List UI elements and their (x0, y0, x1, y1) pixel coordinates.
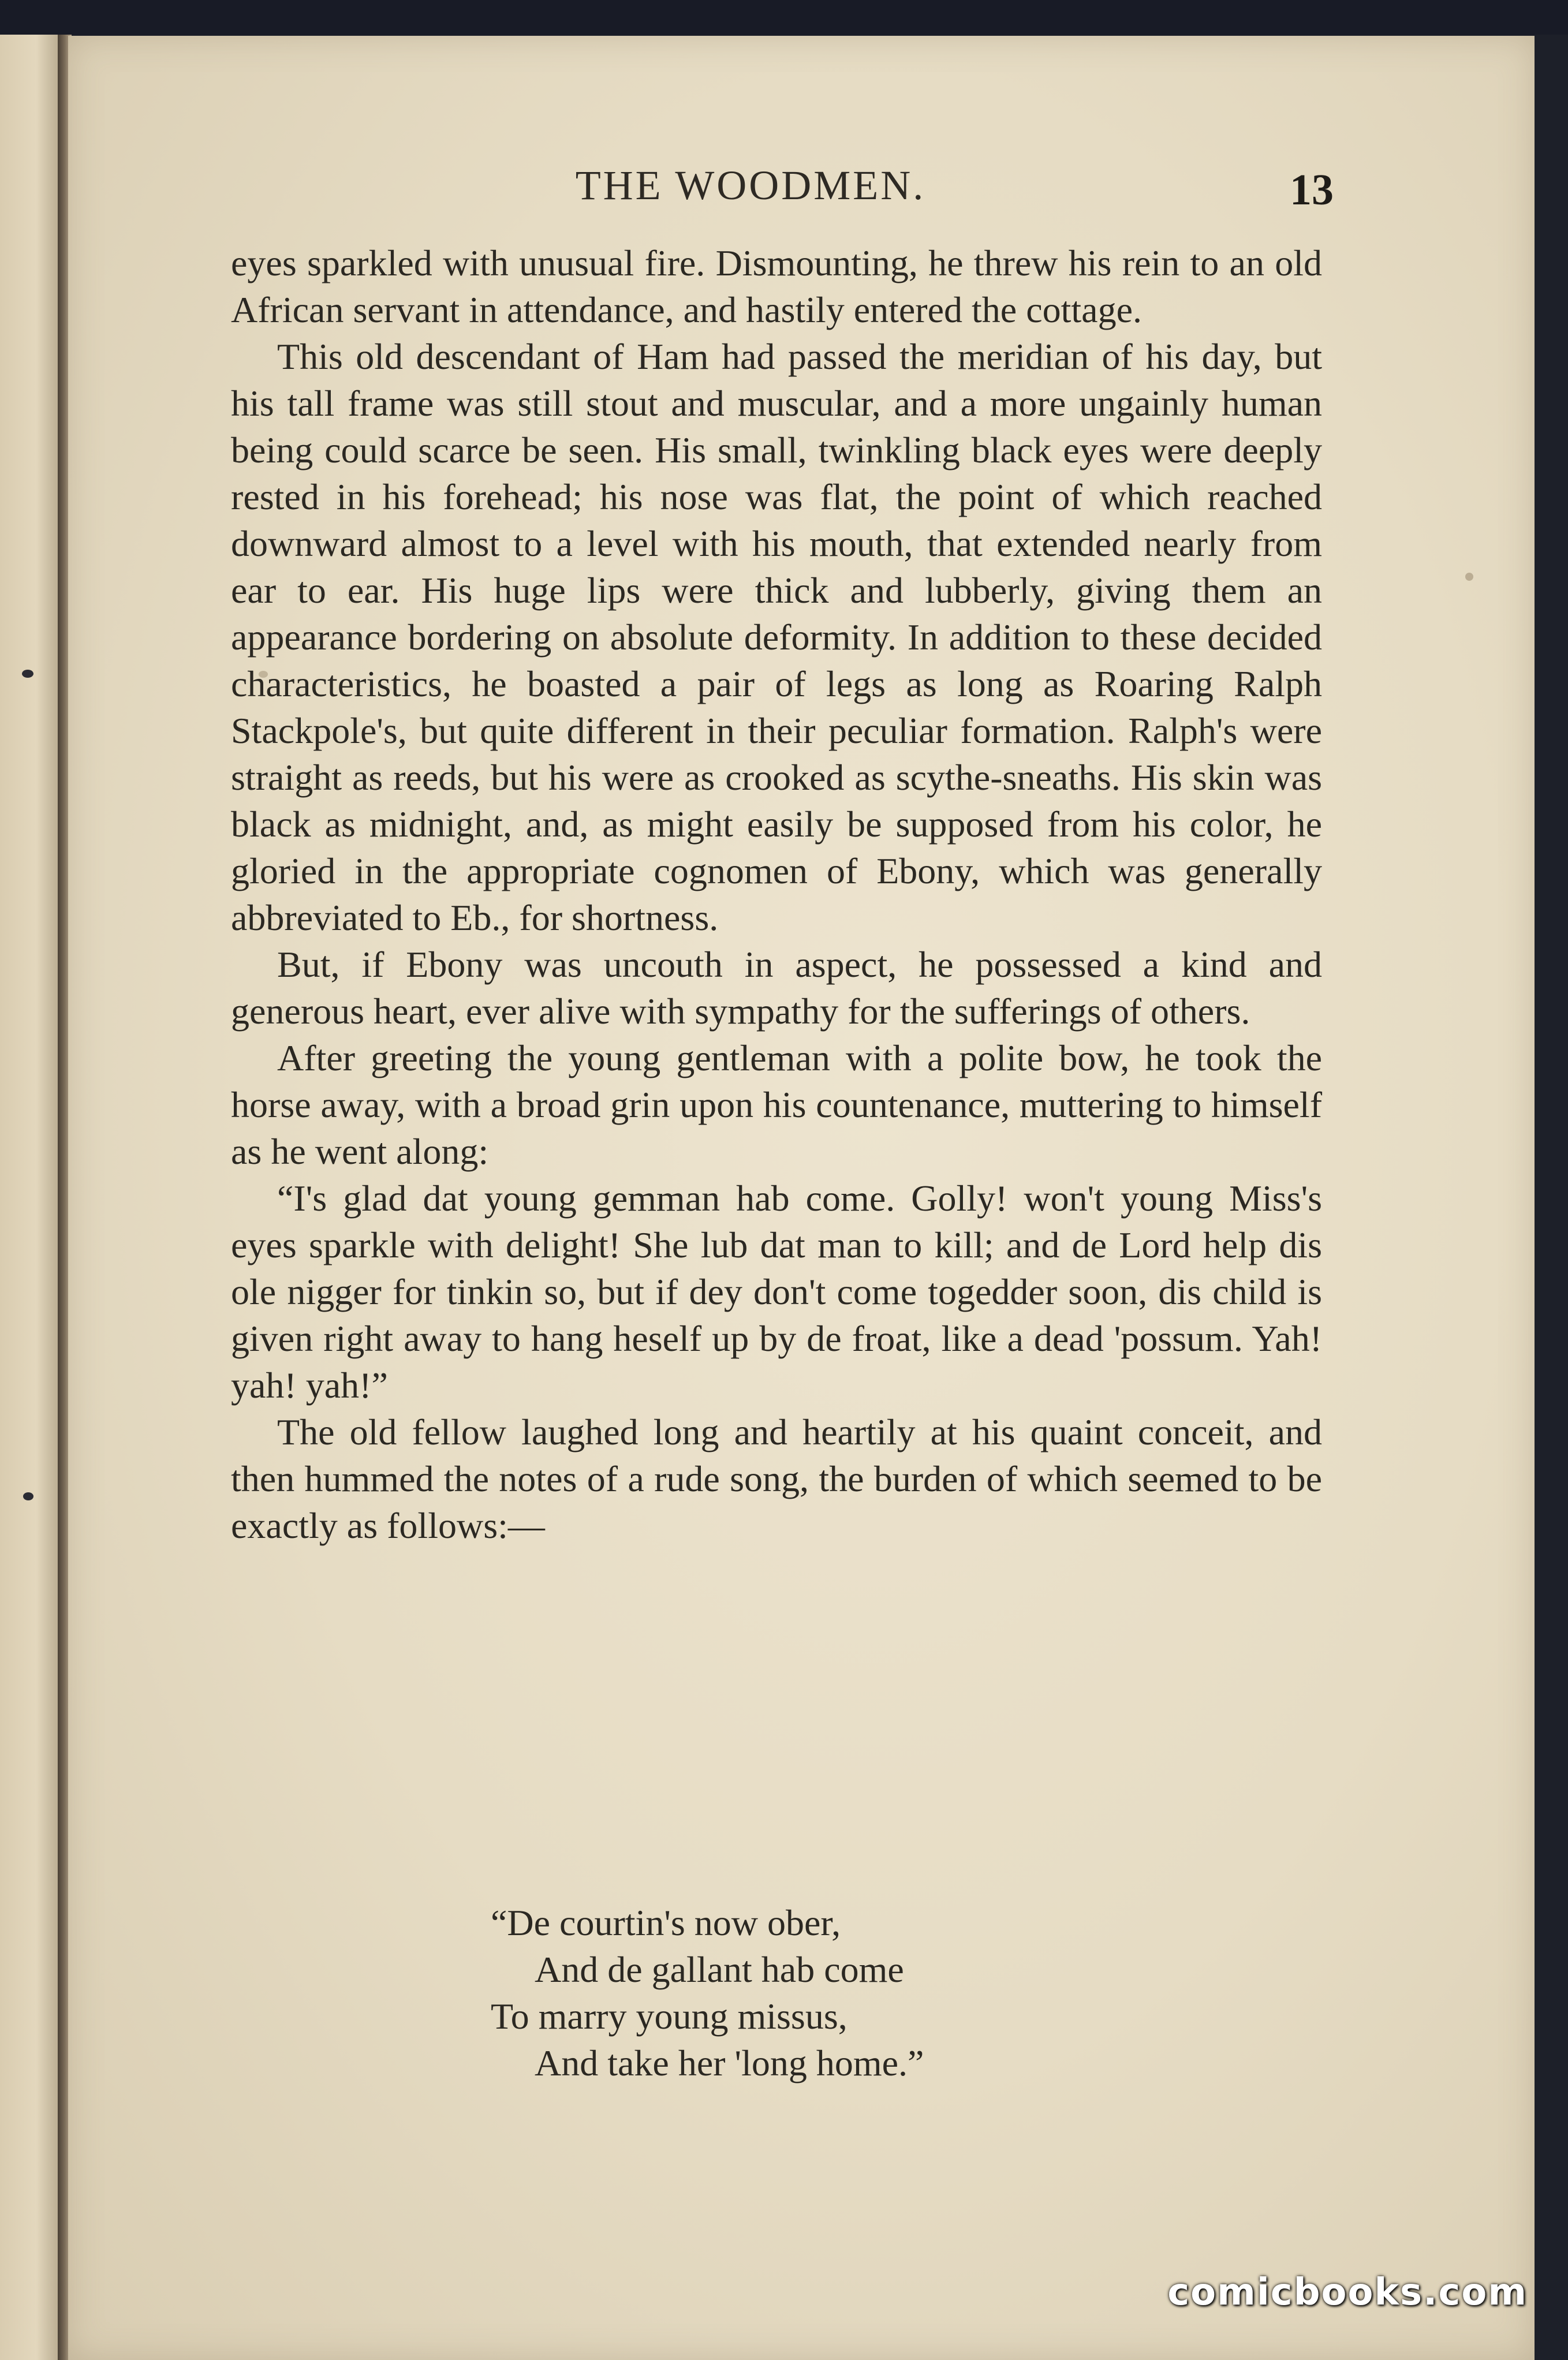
verse-line: “De courtin's now ober, (491, 1902, 841, 1943)
site-watermark: comicbooks.com (1167, 2271, 1528, 2314)
paragraph: But, if Ebony was uncouth in aspect, he possessed a kind and generous heart, ever alive with sympathy for the sufferings of others. (231, 944, 1322, 1032)
previous-page-edge (0, 35, 60, 2360)
page-header (167, 162, 1334, 219)
body-text (231, 240, 1322, 1549)
verse-line: And take her 'long home.” (535, 2042, 924, 2083)
verse-line: And de gallant hab come (535, 1949, 904, 1990)
paragraph: “I's glad dat young gemman hab come. Golly! won't young Miss's eyes sparkle with delight! She lub dat man to kill; and de Lord help dis ole nigger for tinkin so, but if dey don't come togedder soon, dis child is given right away to hang heself up by de froat, like a dead 'possum. Yah! yah! yah!” (231, 1178, 1322, 1406)
running-head: THE WOODMEN. (575, 162, 926, 208)
paragraph: eyes sparkled with unusual fire. Dismounting, he threw his rein to an old African servant in attendance, and hastily entered the cottage. (231, 242, 1322, 330)
page-number: 13 (1290, 166, 1334, 214)
foxing-spot (1465, 573, 1473, 581)
paragraph: After greeting the young gentleman with a polite bow, he took the horse away, with a broad grin upon his countenance, muttering to himself as he went along: (231, 1037, 1322, 1172)
scan-backdrop-right (1535, 35, 1568, 2360)
scan-backdrop (0, 0, 1568, 35)
paragraph: The old fellow laughed long and heartily at his quaint conceit, and then hummed the notes of a rude song, the burden of which seemed to be exactly as follows:— (231, 1411, 1322, 1546)
binding-hole (22, 670, 33, 678)
paragraph: This old descendant of Ham had passed the meridian of his day, but his tall frame was still stout and muscular, and a more ungainly human being could scarce be seen. His small, twinkling black eyes were deeply rested in his forehead; his nose was flat, the point of which reached downward almost to a level with his mouth, that extended nearly from ear to ear. His huge lips were thick and lubberly, giving them an appearance bordering on absolute deformity. In addition to these decided characteristics, he boasted a pair of legs as long as Roaring Ralph Stackpole's, but quite different in their peculiar formation. Ralph's were straight as reeds, but his were as crooked as scythe-sneaths. His skin was black as midnight, and, as might easily be supposed from his color, he gloried in the appropriate cognomen of Ebony, which was generally abbreviated to Eb., for shortness. (231, 336, 1322, 938)
verse-line: To marry young missus, (491, 1996, 848, 2037)
song-verse (491, 1899, 924, 2086)
binding-hole (23, 1492, 33, 1500)
